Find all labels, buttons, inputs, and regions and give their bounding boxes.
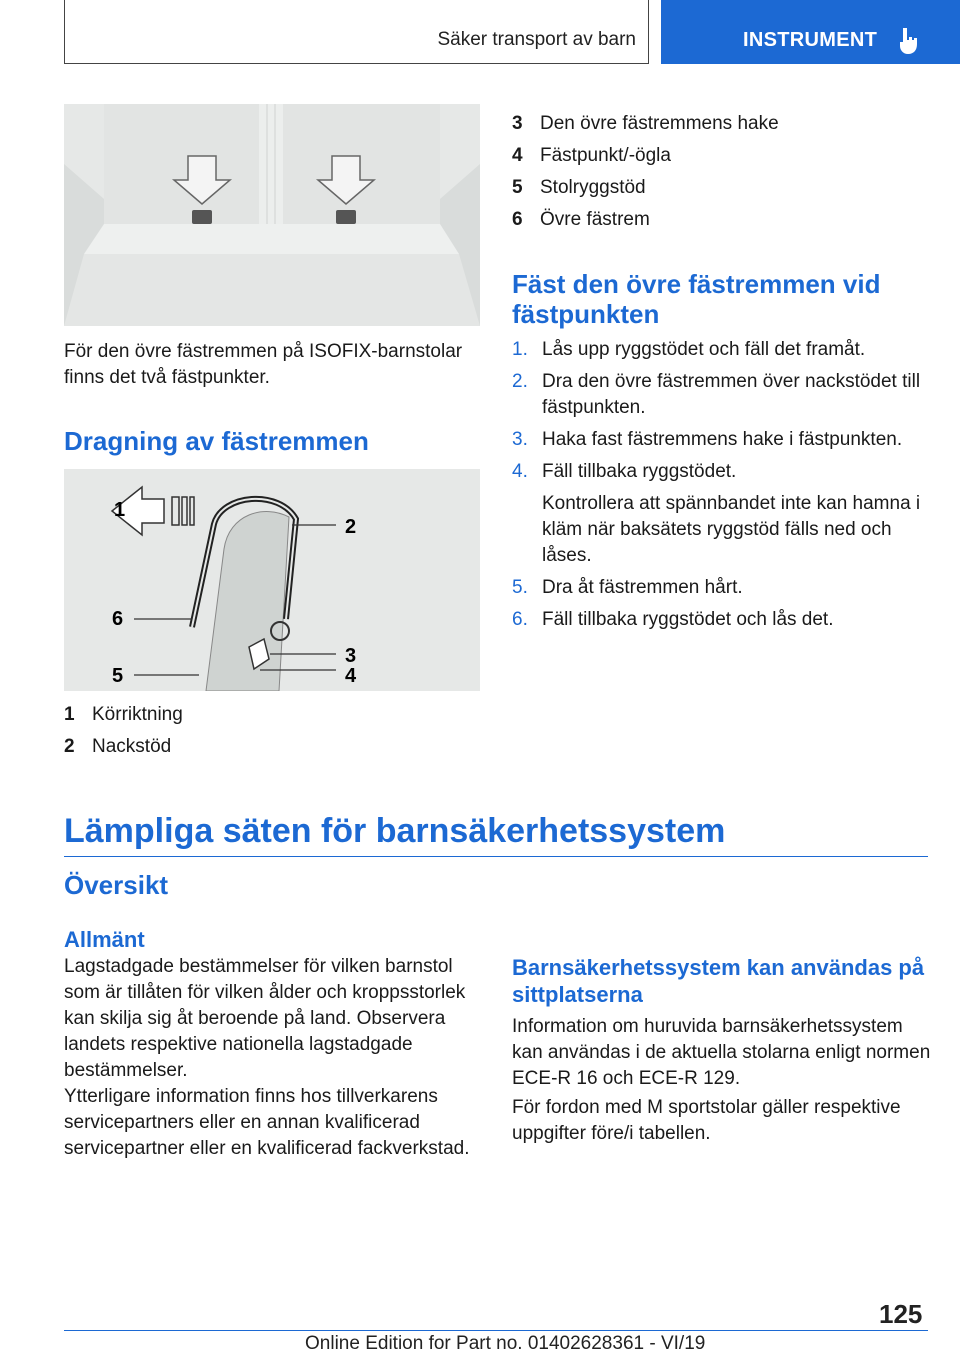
legend-label: Övre fästrem	[540, 209, 650, 230]
isofix-seat-illustration	[64, 104, 480, 326]
legend-item	[512, 172, 779, 204]
section-title: Säker transport av barn	[437, 29, 636, 50]
step-item	[512, 607, 932, 633]
step-number: 5.	[512, 577, 528, 598]
legend-label: Stolryggstöd	[540, 177, 646, 198]
tether-routing-figure	[64, 469, 480, 691]
section-heading: Lämpliga säten för barnsäkerhetssystem	[64, 812, 726, 850]
step-text: Lås upp ryggstödet och fäll det framåt.	[542, 339, 866, 360]
heading-allmant: Allmänt	[64, 927, 145, 952]
legend-number: 4	[512, 145, 523, 166]
step-item	[512, 459, 932, 485]
step-item	[512, 337, 932, 363]
header-box	[64, 0, 649, 64]
tab-instrument[interactable]	[661, 0, 960, 64]
legend-number: 6	[512, 209, 523, 230]
heading-dragning: Dragning av fästremmen	[64, 426, 369, 456]
step-text: Fäll tillbaka ryggstödet.	[542, 461, 737, 482]
step-number: 4.	[512, 461, 528, 482]
tab-label: INSTRUMENT	[743, 29, 878, 51]
callout-1: 1	[114, 499, 126, 521]
heading-barnsakerhetssystem: Barnsäkerhetssystem kan användas på sittplatserna	[512, 955, 925, 1007]
callout-6: 6	[112, 608, 124, 630]
legend-number: 1	[64, 704, 75, 725]
step-item	[512, 427, 932, 453]
legend-left	[64, 699, 183, 763]
step-item	[512, 369, 932, 421]
step-text: Fäll tillbaka ryggstödet och lås det.	[542, 609, 834, 630]
barn-paragraph-2: För fordon med M sportstolar gäller respektive uppgifter före/i tabellen.	[512, 1097, 901, 1144]
legend-item	[64, 699, 183, 731]
legend-number: 3	[512, 113, 523, 134]
edition-footer: Online Edition for Part no. 01402628361 - VI/19	[305, 1333, 706, 1354]
step-text: Dra åt fästremmen hårt.	[542, 577, 743, 598]
callout-4: 4	[345, 665, 357, 687]
step-item	[512, 575, 932, 601]
step-number: 6.	[512, 609, 528, 630]
step-text: Haka fast fästremmens hake i fästpunkten.	[542, 429, 903, 450]
step-number: 2.	[512, 371, 528, 392]
legend-item	[512, 204, 779, 236]
section-rule	[64, 856, 928, 857]
callout-3: 3	[345, 645, 357, 667]
callout-2: 2	[345, 516, 357, 538]
steps-list	[512, 337, 932, 639]
legend-item	[512, 108, 779, 140]
legend-number: 2	[64, 736, 75, 757]
pointing-hand-icon	[895, 26, 921, 56]
legend-label: Nackstöd	[92, 736, 172, 757]
legend-label: Körriktning	[92, 704, 183, 725]
step-note: Kontrollera att spännbandet inte kan hamna i kläm när baksätets ryggstöd fälls ned och låses.	[542, 493, 921, 566]
legend-item	[512, 140, 779, 172]
barn-paragraph-1: Information om huruvida barnsäkerhetssystem kan användas i de aktuella stolarna enligt normen ECE-R 16 och ECE-R 129.	[512, 1016, 931, 1089]
page-number: 125	[879, 1299, 923, 1329]
allmant-paragraph-2: Ytterligare information finns hos tillverkarens servicepartners eller en annan kvalificerad servicepartner eller en kvalificerad fackverkstad.	[64, 1086, 470, 1159]
step-number: 1.	[512, 339, 528, 360]
isofix-anchor-figure	[64, 104, 480, 326]
allmant-paragraph-1: Lagstadgade bestämmelser för vilken barnstol som är tillåten för vilken ålder och kroppsstorlek kan skilja sig åt beroende på land. Observera landets respektive nationella lagstadgade bestämmelser.	[64, 956, 466, 1081]
legend-label: Fästpunkt/-ögla	[540, 145, 671, 166]
legend-label: Den övre fästremmens hake	[540, 113, 779, 134]
subheading-oversikt: Översikt	[64, 870, 169, 900]
step-number: 3.	[512, 429, 528, 450]
heading-fast: Fäst den övre fästremmen vid fästpunkten	[512, 269, 881, 329]
fig1-caption: För den övre fästremmen på ISOFIX-barnstolar finns det två fästpunkter.	[64, 341, 463, 388]
tether-routing-illustration	[64, 469, 480, 691]
legend-right	[512, 108, 779, 236]
footer-rule	[64, 1330, 928, 1331]
legend-number: 5	[512, 177, 523, 198]
legend-item	[64, 731, 183, 763]
step-text: Dra den övre fästremmen över nackstödet till fästpunkten.	[542, 371, 921, 418]
callout-5: 5	[112, 665, 124, 687]
